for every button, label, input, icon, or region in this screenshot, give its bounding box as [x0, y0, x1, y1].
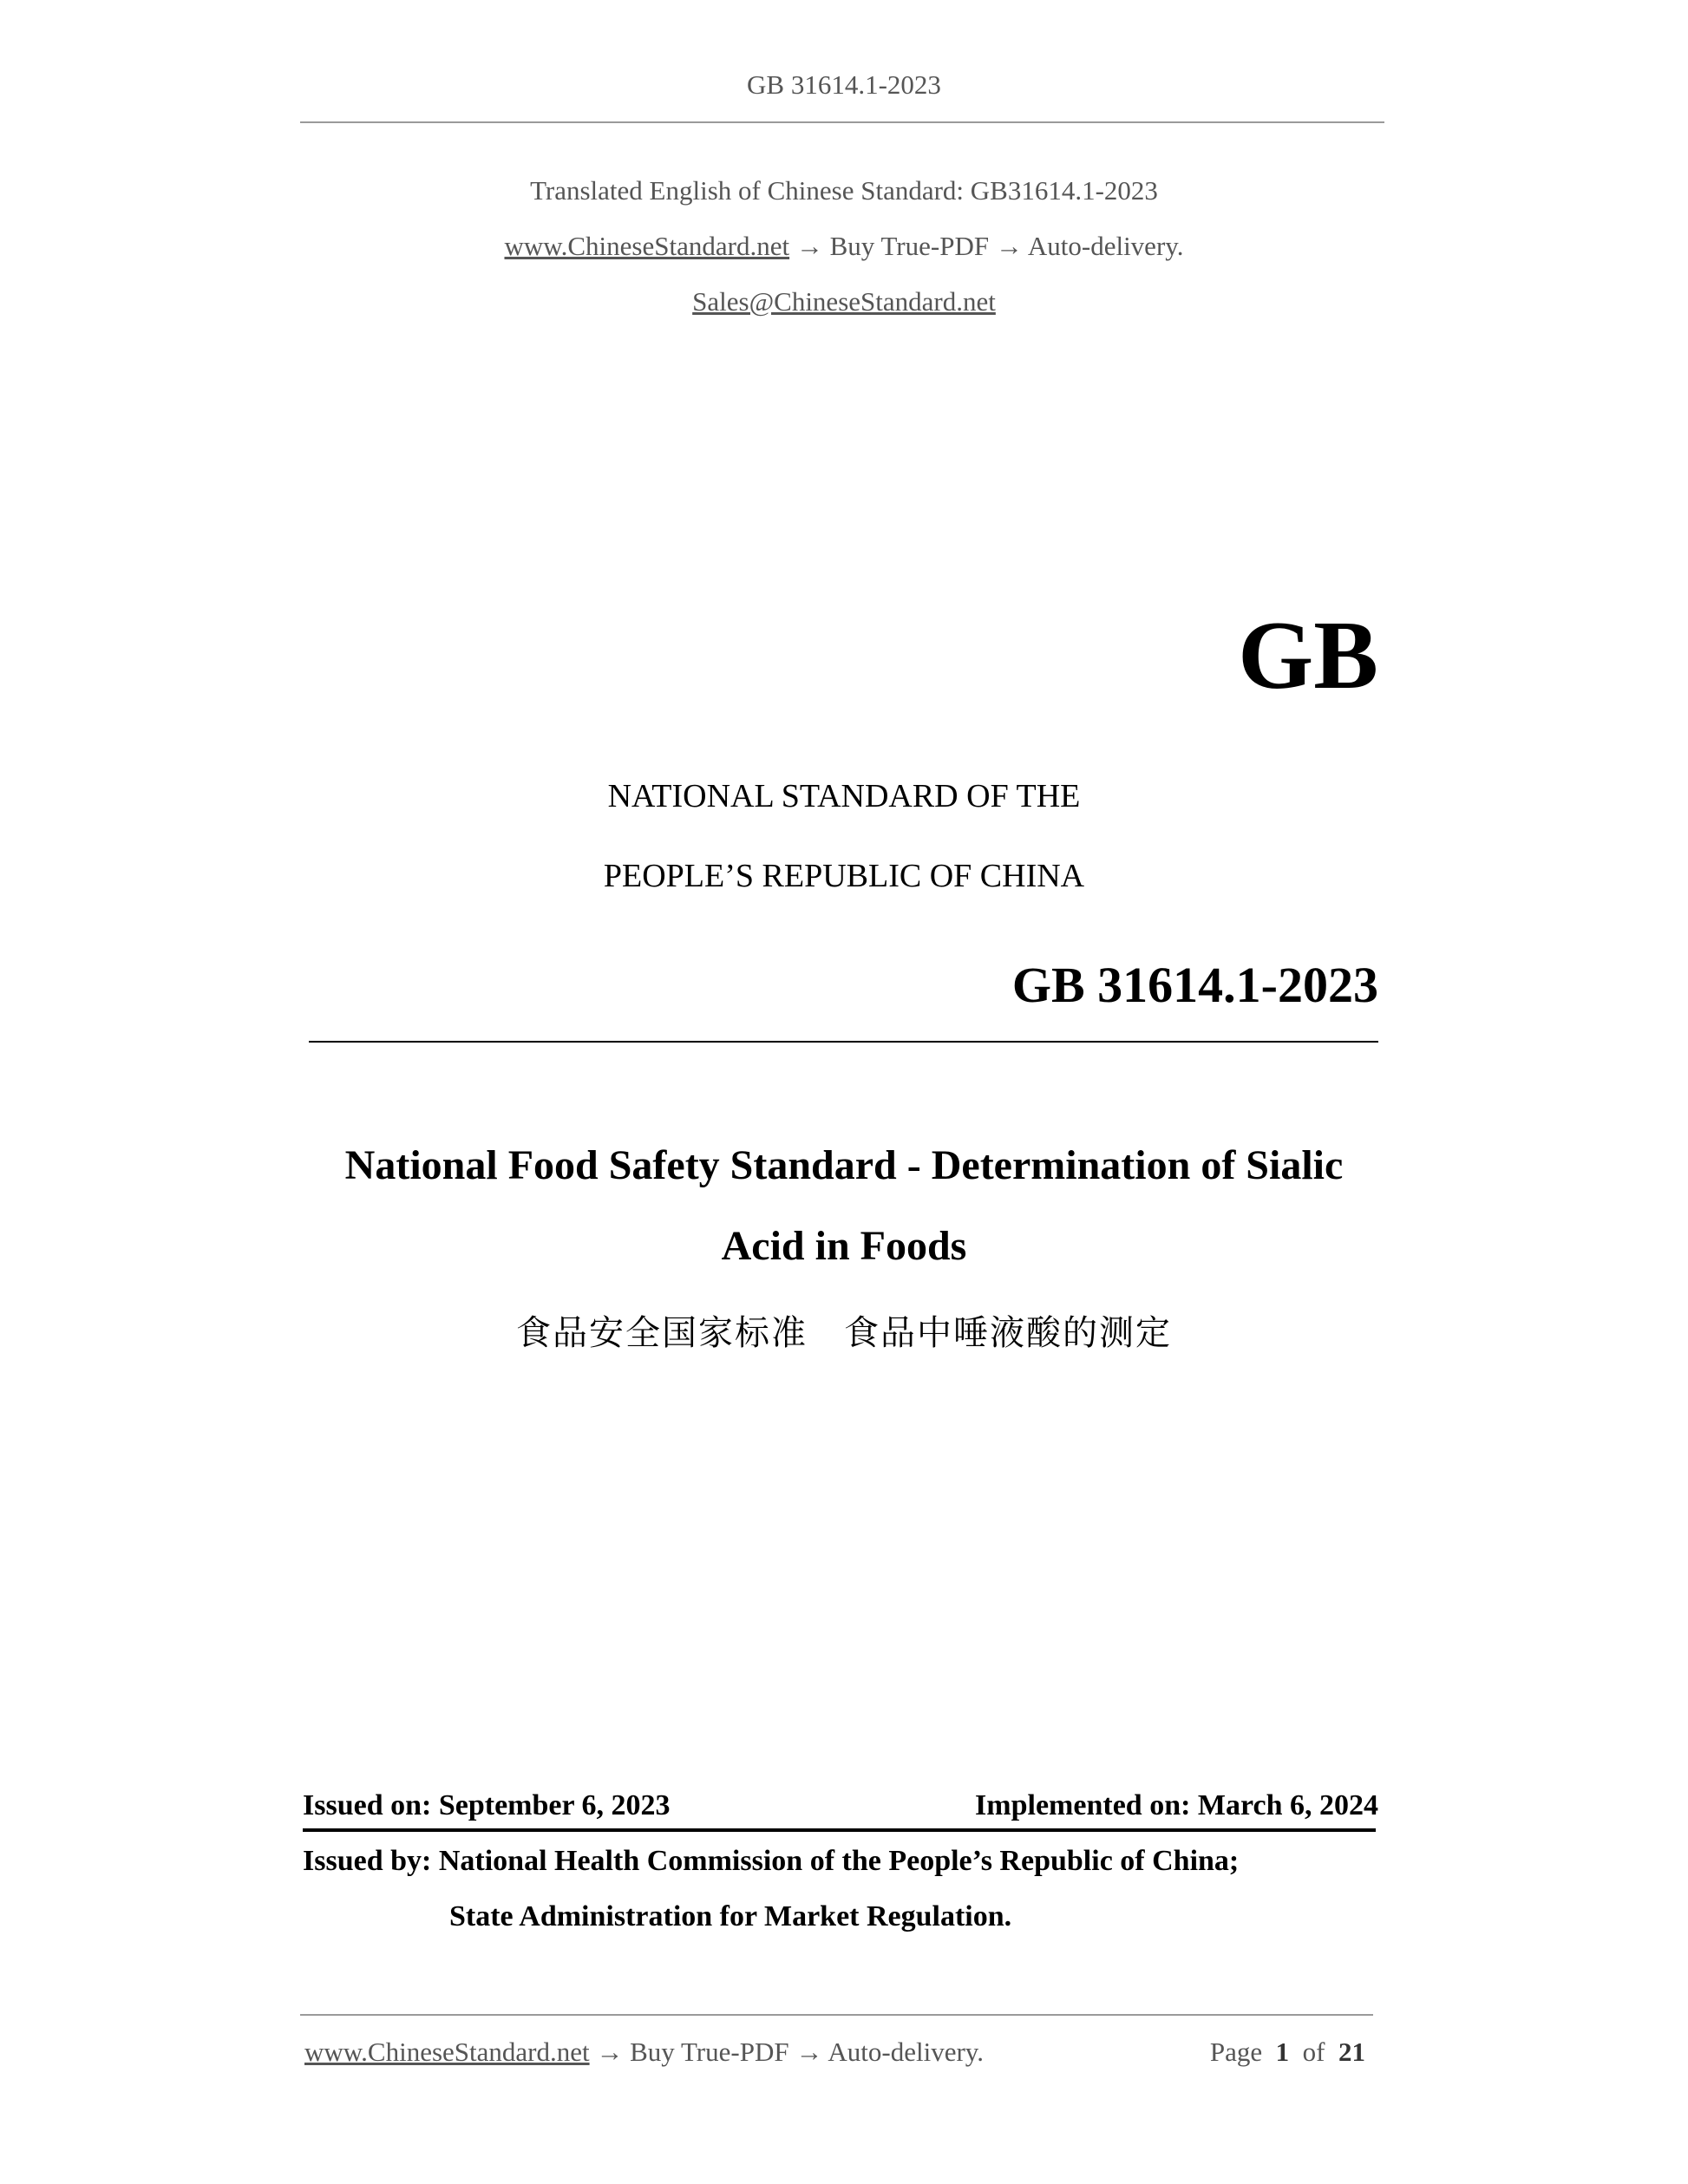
footer-buy-text: Buy True-PDF [630, 2037, 789, 2067]
email-link[interactable]: Sales@ChineseStandard.net [692, 286, 996, 317]
header-divider [300, 121, 1384, 123]
arrow-right-icon: → [596, 2037, 624, 2067]
arrow-right-icon: → [795, 2037, 823, 2067]
issue-divider [303, 1828, 1376, 1832]
page-label: Page [1209, 2037, 1263, 2067]
email-line [0, 286, 1688, 317]
site-link[interactable]: www.ChineseStandard.net [504, 231, 790, 261]
arrow-right-icon: → [795, 231, 823, 261]
translation-notice: Translated English of Chinese Standard: GB31614.1-2023 [530, 175, 1158, 206]
footer-divider [300, 2014, 1373, 2016]
document-title-line-1: National Food Safety Standard - Determination of Sialic [344, 1142, 1344, 1188]
page-total: 21 [1338, 2037, 1365, 2067]
document-title-chinese: 食品安全国家标准 食品中唾液酸的测定 [516, 1313, 1172, 1353]
implemented-on-date: Implemented on: March 6, 2024 [975, 1789, 1378, 1821]
page-number: 1 [1275, 2037, 1290, 2067]
arrow-right-icon: → [995, 231, 1023, 261]
footer-site-link[interactable]: www.ChineseStandard.net [304, 2037, 590, 2067]
issued-on-date: Issued on: September 6, 2023 [303, 1789, 671, 1821]
buy-text: Buy True-PDF [829, 231, 990, 261]
document-title-line-2: Acid in Foods [721, 1223, 967, 1269]
issued-by: Issued by: National Health Commission of the People’s Republic of China; [303, 1845, 1240, 1877]
running-header-code: GB 31614.1-2023 [747, 69, 941, 100]
footer-delivery-text: Auto-delivery. [828, 2037, 985, 2067]
page-indicator [1210, 2037, 1365, 2068]
standard-number: GB 31614.1-2023 [1011, 957, 1378, 1013]
gb-logo-mark: GB [1238, 602, 1378, 709]
purchase-line [0, 231, 1688, 262]
national-standard-line-1: NATIONAL STANDARD OF THE [607, 778, 1081, 814]
national-standard-line-2: PEOPLE’S REPUBLIC OF CHINA [603, 858, 1085, 894]
standard-number-divider [309, 1041, 1378, 1043]
footer-purchase-line [304, 2037, 984, 2068]
of-label: of [1302, 2037, 1325, 2067]
delivery-text: Auto-delivery. [1027, 231, 1184, 261]
issued-by-second-authority: State Administration for Market Regulation. [449, 1900, 1012, 1932]
